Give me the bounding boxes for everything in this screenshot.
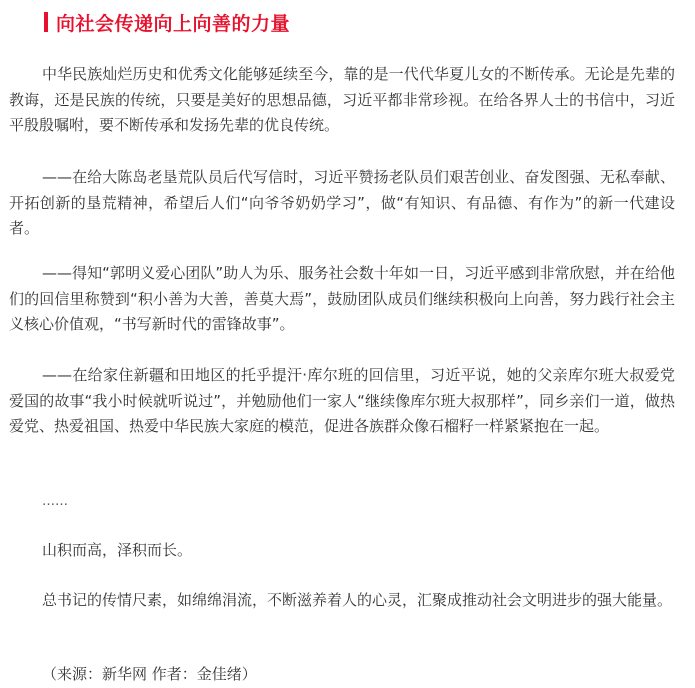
paragraph-kurban: ——在给家住新疆和田地区的托乎提汗·库尔班的回信里，习近平说，她的父亲库尔班大叔爱党爱国的故事“我小时候就听说过”，并勉励他们一家人“继续像库尔班大叔那样”，同乡亲们一道，做热爱党、热爱祖国、热爱中华民族大家庭的模范，促进各族群众像石榴籽一样紧紧抱在一起。 xyxy=(9,366,675,435)
paragraph-dachen-island: ——在给大陈岛老垦荒队员后代写信时，习近平赞扬老队员们艰苦创业、奋发图强、无私奉献、开拓创新的垦荒精神，希望后人们“向爷爷奶奶学习”，做“有知识、有品德、有作为”的新一代建设者。 xyxy=(9,168,675,237)
title-accent-bar xyxy=(44,12,48,32)
paragraph-ellipsis: …… xyxy=(42,494,68,509)
paragraph-intro: 中华民族灿烂历史和优秀文化能够延续至今，靠的是一代代华夏儿女的不断传承。无论是先辈的教诲，还是民族的传统，只要是美好的思想品德，习近平都非常珍视。在给各界人士的书信中，习近平殷殷嘱咐，要不断传承和发扬先辈的优良传统。 xyxy=(9,65,675,134)
article-title-row xyxy=(44,8,290,36)
paragraph-proverb: 山积而高，泽积而长。 xyxy=(42,541,193,559)
article-title: 向社会传递向上向善的力量 xyxy=(56,12,291,35)
article-source: （来源：新华网 作者：金佳绪） xyxy=(42,665,257,683)
paragraph-conclusion: 总书记的传情尺素，如绵绵涓流，不断滋养着人的心灵，汇聚成推动社会文明进步的强大能量。 xyxy=(42,591,673,609)
paragraph-guo-mingyi: ——得知“郭明义爱心团队”助人为乐、服务社会数十年如一日，习近平感到非常欣慰，并在给他们的回信里称赞到“积小善为大善，善莫大焉”，鼓励团队成员们继续积极向上向善，努力践行社会主义核心价值观，“书写新时代的雷锋故事”。 xyxy=(9,264,675,333)
